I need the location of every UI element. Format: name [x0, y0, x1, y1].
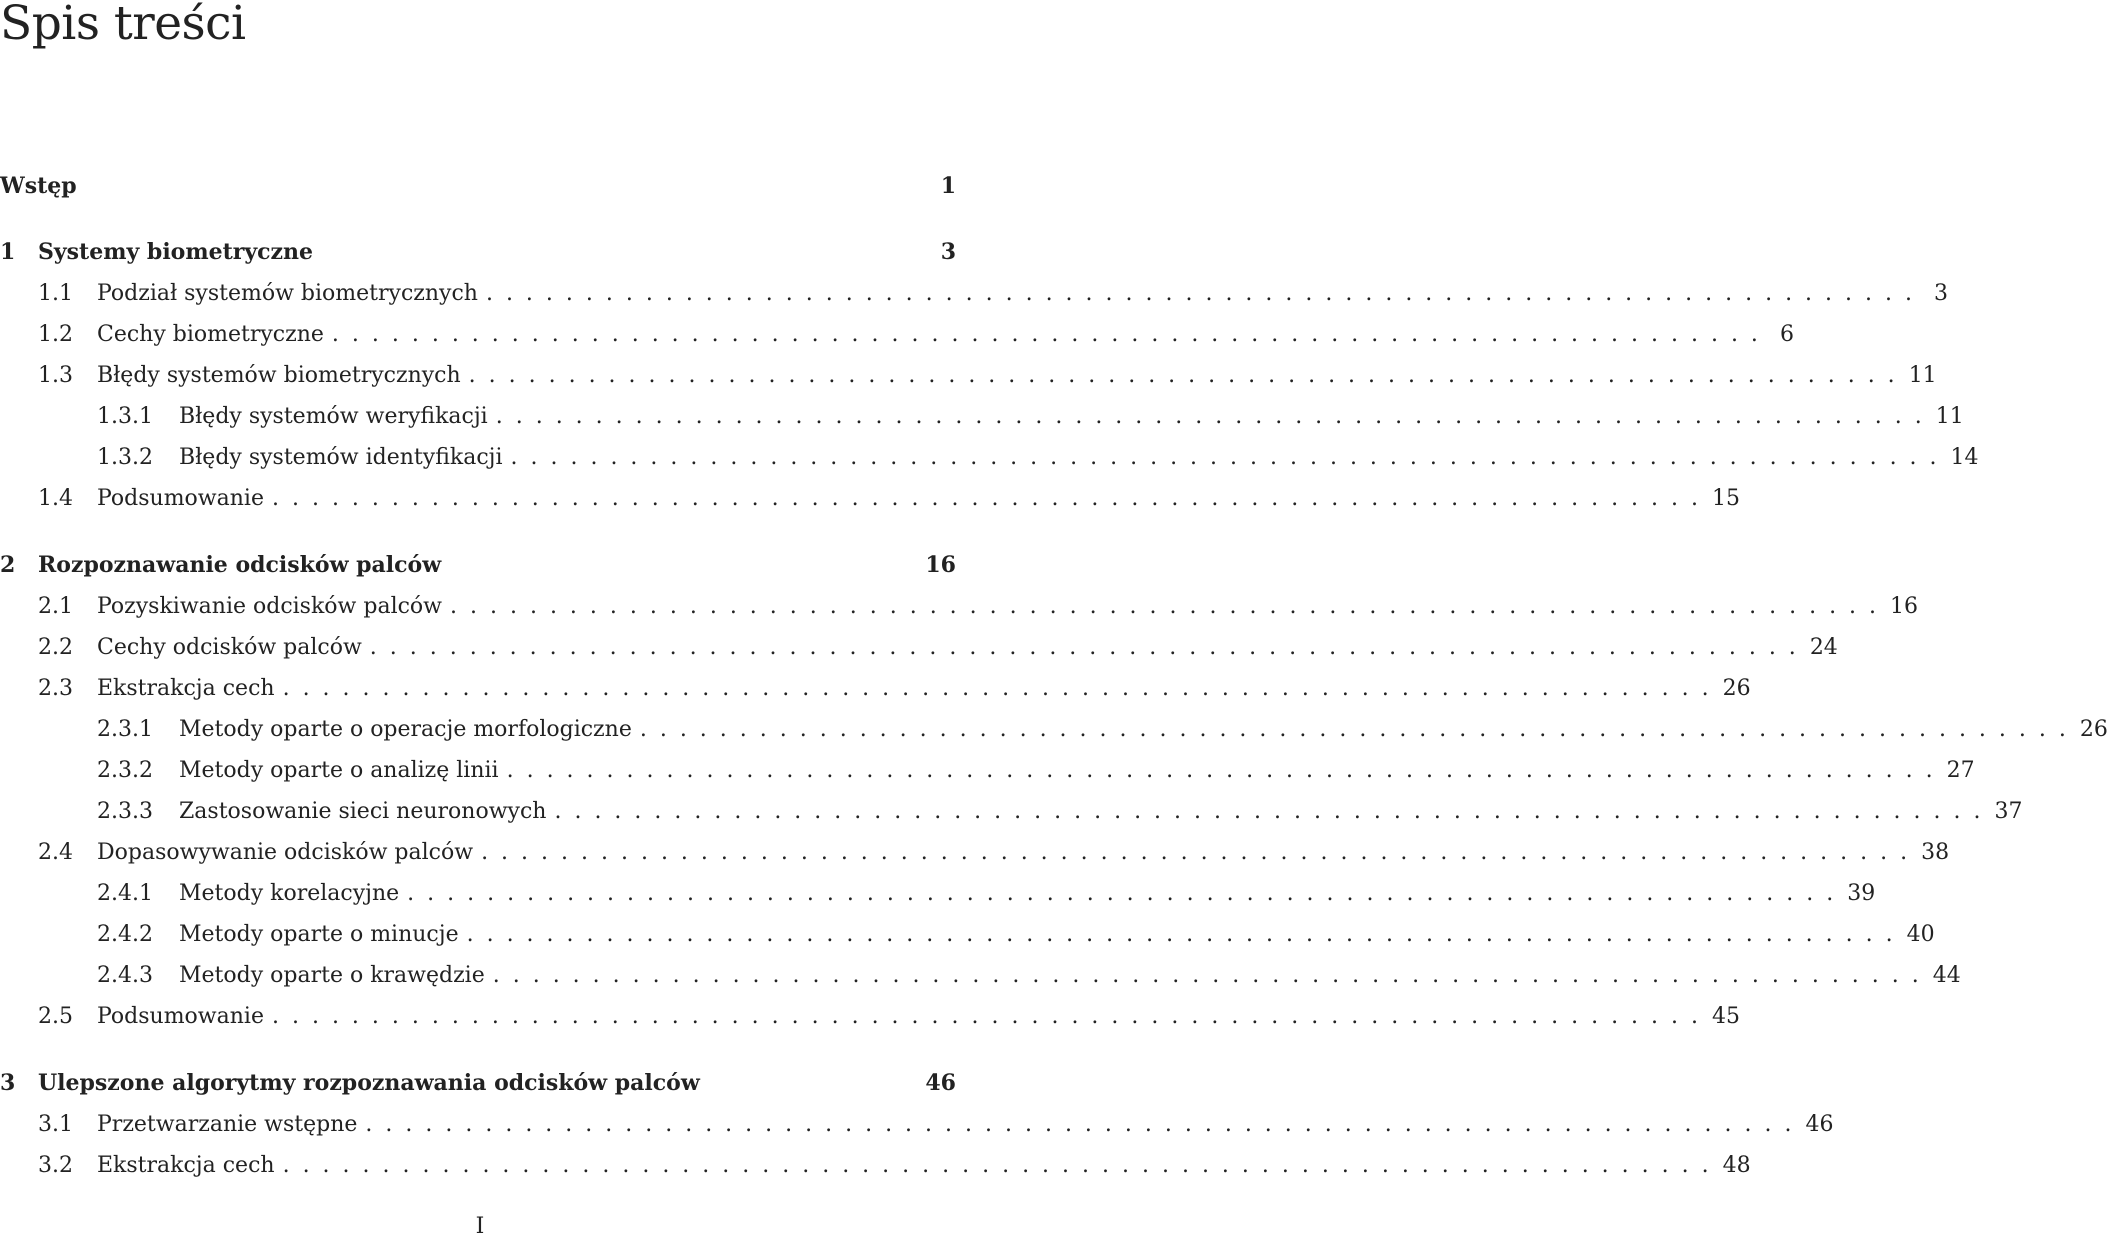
- toc-chapter-1[interactable]: [0, 237, 956, 267]
- toc-subsection-2-3-1[interactable]: [0, 715, 2108, 745]
- toc-entry-page: 11: [1935, 404, 1964, 429]
- page-number: I: [475, 1214, 485, 1239]
- toc-entry-label: Błędy systemów identyfikacji: [179, 445, 503, 470]
- toc-entry-number: 2.3.1: [97, 717, 153, 742]
- toc-entry-page: 1: [940, 173, 956, 199]
- dot-leader: [357, 1110, 1791, 1140]
- toc-entry-page: 6: [1779, 322, 1794, 347]
- toc-chapter-2[interactable]: [0, 550, 956, 580]
- toc-entry-page: 26: [2079, 717, 2108, 742]
- toc-subsection-2-3-2[interactable]: [0, 756, 1975, 786]
- toc-entry-label: Błędy systemów biometrycznych: [97, 363, 461, 388]
- toc-entry-number: 2.2: [38, 635, 73, 660]
- page-title: Spis treści: [0, 0, 246, 51]
- toc-entry-label: Metody oparte o analizę linii: [179, 758, 499, 783]
- toc-entry-number: 2: [0, 552, 16, 578]
- toc-entry-page: 37: [1994, 799, 2023, 824]
- dot-leader: [503, 443, 1937, 473]
- toc-entry-label: Ulepszone algorytmy rozpoznawania odcisków palców: [38, 1070, 700, 1096]
- toc-entry-page: 46: [1805, 1112, 1834, 1137]
- toc-entry-page: 48: [1722, 1153, 1751, 1178]
- toc-entry-page: 11: [1908, 363, 1937, 388]
- toc-entry-number: 1.3.1: [97, 404, 153, 429]
- toc-entry-page: 26: [1722, 676, 1751, 701]
- dot-leader: [459, 920, 1893, 950]
- dot-leader: [632, 715, 2066, 745]
- toc-entry-page: 15: [1712, 486, 1741, 511]
- toc-entry-label: Cechy biometryczne: [97, 322, 324, 347]
- toc-entry-label: Pozyskiwanie odcisków palców: [97, 594, 443, 619]
- toc-entry-label: Podział systemów biometrycznych: [97, 281, 478, 306]
- toc-entry-label: Metody oparte o krawędzie: [179, 963, 485, 988]
- toc-entry-page: 24: [1809, 635, 1838, 660]
- toc-subsection-2-4-1[interactable]: [0, 879, 1876, 909]
- toc-entry-number: 2.4.3: [97, 963, 153, 988]
- toc-subsection-2-3-3[interactable]: [0, 797, 2023, 827]
- dot-leader: [275, 1151, 1709, 1181]
- toc-entry-number: 2.5: [38, 1004, 73, 1029]
- toc-entry-number: 1.2: [38, 322, 73, 347]
- dot-leader: [362, 633, 1796, 663]
- dot-leader: [264, 484, 1698, 514]
- toc-entry-label: Cechy odcisków palców: [97, 635, 362, 660]
- dot-leader: [546, 797, 1980, 827]
- toc-subsection-1-3-1[interactable]: [0, 402, 1964, 432]
- toc-entry-label: Metody oparte o minucje: [179, 922, 459, 947]
- toc-entry-page: 44: [1932, 963, 1961, 988]
- toc-entry-label: Rozpoznawanie odcisków palców: [38, 552, 442, 578]
- toc-entry-number: 2.3.3: [97, 799, 153, 824]
- toc-entry-number: 3: [0, 1070, 16, 1096]
- toc-entry-page: 40: [1906, 922, 1935, 947]
- dot-leader: [488, 402, 1922, 432]
- toc-entry-label: Metody korelacyjne: [179, 881, 400, 906]
- dot-leader: [499, 756, 1933, 786]
- dot-leader: [442, 592, 1876, 622]
- toc-entry-label: Systemy biometryczne: [38, 239, 314, 265]
- toc-entry-page: 16: [925, 552, 956, 578]
- toc-entry-page: 39: [1847, 881, 1876, 906]
- toc-section-3-2[interactable]: [0, 1151, 1751, 1181]
- toc-section-2-2[interactable]: [0, 633, 1838, 663]
- toc-entry-number: 2.4: [38, 840, 73, 865]
- toc-section-1-3[interactable]: [0, 361, 1937, 391]
- toc-entry-label: Błędy systemów weryfikacji: [179, 404, 488, 429]
- toc-entry-label: Ekstrakcja cech: [97, 1153, 275, 1178]
- toc-subsection-2-4-2[interactable]: [0, 920, 1935, 950]
- toc-section-1-2[interactable]: [0, 320, 1794, 350]
- dot-leader: [399, 879, 1833, 909]
- toc-entry-number: 1.4: [38, 486, 73, 511]
- dot-leader: [324, 320, 1758, 350]
- toc-entry-page: 46: [925, 1070, 956, 1096]
- toc-entry-label: Podsumowanie: [97, 486, 264, 511]
- toc-chapter-3[interactable]: [0, 1068, 956, 1098]
- toc-section-2-3[interactable]: [0, 674, 1751, 704]
- toc-entry-label: Przetwarzanie wstępne: [97, 1112, 358, 1137]
- toc-section-2-1[interactable]: [0, 592, 1919, 622]
- toc-section-3-1[interactable]: [0, 1110, 1834, 1140]
- toc-entry-number: 1.1: [38, 281, 73, 306]
- toc-entry-number: 2.4.1: [97, 881, 153, 906]
- toc-subsection-1-3-2[interactable]: [0, 443, 1979, 473]
- dot-leader: [473, 838, 1907, 868]
- dot-leader: [461, 361, 1895, 391]
- toc-entry-number: 1: [0, 239, 16, 265]
- toc-entry-page: 16: [1890, 594, 1919, 619]
- toc-entry-number: 3.2: [38, 1153, 73, 1178]
- toc-entry-number: 2.1: [38, 594, 73, 619]
- toc-entry-number: 3.1: [38, 1112, 73, 1137]
- toc-entry-page: 3: [1933, 281, 1948, 306]
- toc-entry-number: 1.3.2: [97, 445, 153, 470]
- toc-entry-label: Podsumowanie: [97, 1004, 264, 1029]
- toc-subsection-2-4-3[interactable]: [0, 961, 1961, 991]
- toc-entry-label: Ekstrakcja cech: [97, 676, 275, 701]
- toc-section-1-1[interactable]: [0, 279, 1948, 309]
- toc-entry-page: 38: [1921, 840, 1950, 865]
- dot-leader: [478, 279, 1912, 309]
- toc-section-1-4[interactable]: [0, 484, 1741, 514]
- toc-section-2-4[interactable]: [0, 838, 1950, 868]
- toc-entry-page: 45: [1712, 1004, 1741, 1029]
- dot-leader: [275, 674, 1709, 704]
- toc-entry-label: Wstęp: [0, 173, 77, 199]
- toc-entry-number: 2.3.2: [97, 758, 153, 783]
- toc-entry-page: 3: [940, 239, 956, 265]
- toc-entry-number: 2.4.2: [97, 922, 153, 947]
- toc-entry-number: 1.3: [38, 363, 73, 388]
- toc-entry-wstep[interactable]: [0, 171, 956, 201]
- dot-leader: [485, 961, 1919, 991]
- toc-entry-label: Zastosowanie sieci neuronowych: [179, 799, 547, 824]
- toc-entry-page: 14: [1950, 445, 1979, 470]
- toc-entry-label: Dopasowywanie odcisków palców: [97, 840, 474, 865]
- toc-entry-number: 2.3: [38, 676, 73, 701]
- toc-entry-page: 27: [1946, 758, 1975, 783]
- dot-leader: [264, 1002, 1698, 1032]
- toc-section-2-5[interactable]: [0, 1002, 1741, 1032]
- toc-entry-label: Metody oparte o operacje morfologiczne: [179, 717, 632, 742]
